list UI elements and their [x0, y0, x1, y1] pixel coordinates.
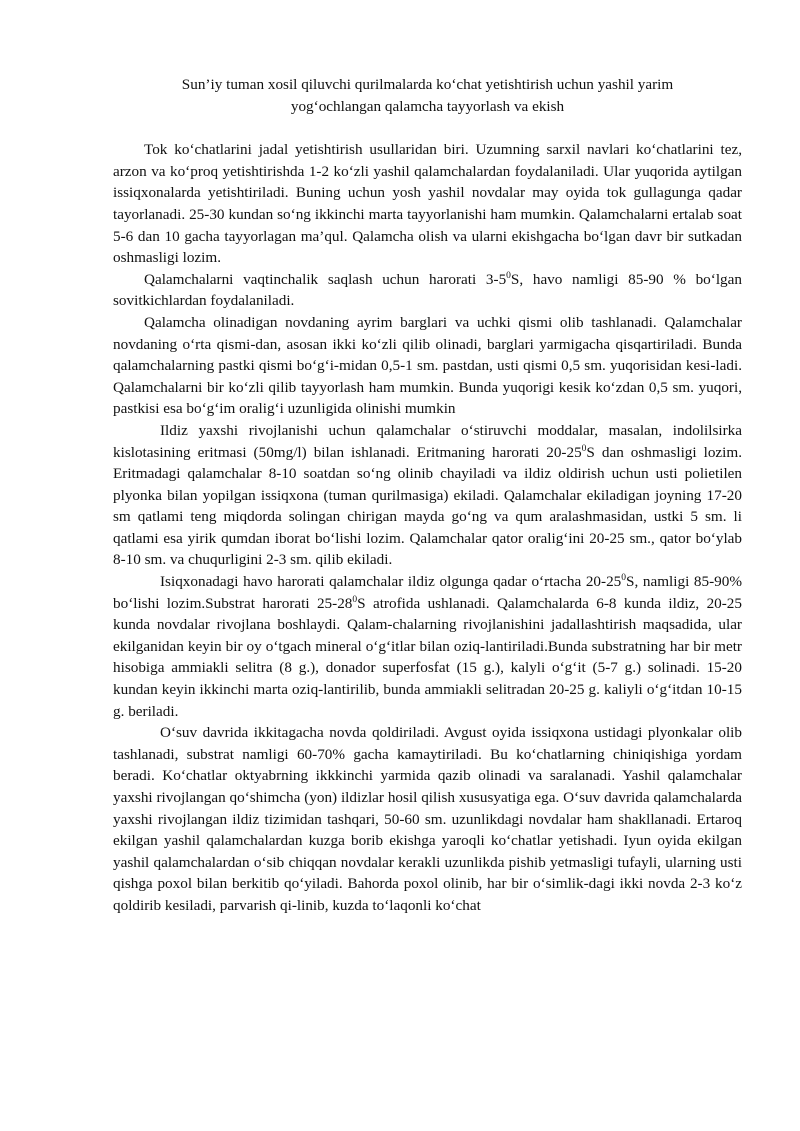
paragraph-4-text-b: S dan oshmasligi lozim. Eritmadagi qalamchalar 8-10 soatdan so‘ng olinib chayiladi va ildiz oldirish uchun usti polietilen plyonka bilan yopilgan issiqxona (tuman qurilmasiga) ekiladi. Qalamchalar ekiladigan joyning 17-20 sm qatlami teng miqdorda solingan chirigan mayda go‘ng va qum aralashmasidan, ustki 5 sm. li qatlami esa yirik qumdan iborat bo‘lishi lozim. Qalamchalar qator oralig‘ini 20-25 sm., qator bo‘ylab 8-10 sm. va chuqurligini 2-3 sm. qilib ekiladi.: [113, 443, 742, 569]
degree-superscript: 0: [621, 573, 627, 583]
paragraph-3: Qalamcha olinadigan novdaning ayrim barglari va uchki qismi olib tashlanadi. Qalamchalar novdaning o‘rta qismi-dan, asosan ikki ko‘zli qilib olinadi, barglari yarmigacha qisqartiriladi. Bunda qalamchalarning pastki qismi bo‘g‘i-midan 0,5-1 sm. pastdan, usti qismi 0,5 sm. yuqorisidan kesi-ladi. Qalamchalarni bir ko‘zli qilib tayyorlash ham mumkin. Bunda yuqorigi kesik ko‘zdan 0,5 sm. yuqori, pastkisi esa bo‘g‘im oralig‘i uzunligida olinishi mumkin: [113, 313, 742, 418]
document-page: [113, 74, 742, 917]
paragraph-5-text-b: S, namligi 85-90% bo‘lishi lozim.Substrat harorati 25-28: [113, 573, 742, 612]
paragraph-4-text-a: Ildiz yaxshi rivojlanishi uchun qalamchalar o‘stiruvchi moddalar, masalan, indolilsirka kislotasining eritmasi (50mg/l) bilan ishlanadi. Eritmaning harorati 20-25: [113, 421, 742, 461]
paragraph-5: [113, 571, 742, 722]
degree-superscript: 0: [506, 270, 511, 281]
paragraph-5-text-c: S atrofida ushlanadi. Qalamchalarda 6-8 kunda ildiz, 20-25 kunda novdalar rivojlana boshlaydi. Qalam-chalarning rivojlanishini jadallashtirish maqsadida, ular ekilganidan keyin bir oy o‘tgach mineral o‘g‘itlar bilan oziq-lantiriladi.Bunda substratning har bir metr hisobiga ammiakli selitra (8 g.), donador superfosfat (15 g.), kalyli o‘g‘it (5-7 g.) solinadi. 15-20 kundan keyin ikkinchi marta oziq-lantirilib, bunda ammiakli selitradan 20-25 g. kaliyli o‘g‘itdan 10-15 g. beriladi.: [113, 594, 742, 720]
document-title: [113, 74, 742, 117]
paragraph-2: [113, 269, 742, 312]
degree-superscript: 0: [581, 443, 587, 454]
paragraph-4: [113, 420, 742, 571]
paragraph-1: Tok ko‘chatlarini jadal yetishtirish usullaridan biri. Uzumning sarxil navlari ko‘chatlarini tez, arzon va ko‘proq yetishtirishda 1-2 ko‘zli yashil qalamchalardan foydalaniladi. Ular yuqorida aytilgan issiqxonalarda yetishtiriladi. Buning uchun yosh yashil novdalar may oyida tok gullagunga qadar tayorlanadi. 25-30 kundan so‘ng ikkinchi marta tayyorlanishi ham mumkin. Qalamchalarni ertalab soat 5-6 dan 10 gacha tayyorlagan ma’qul. Qalamcha olish va ularni ekishgacha bo‘lgan davr bir sutkadan oshmasligi lozim.: [113, 141, 742, 267]
title-line-1: Sun’iy tuman xosil qiluvchi qurilmalarda ko‘chat yetishtirish uchun yashil yarim: [181, 76, 674, 93]
paragraph-5-text-a: Isiqxonadagi havo harorati qalamchalar ildiz olgunga qadar o‘rtacha 20-25: [160, 573, 622, 591]
paragraph-2-text-b: S, havo namligi 85-90 % bo‘lgan sovitkichlardan foydalaniladi.: [113, 270, 742, 310]
degree-superscript: 0: [352, 594, 358, 605]
title-line-2: yog‘ochlangan qalamcha tayyorlash va ekish: [290, 97, 565, 115]
paragraph-6: O‘suv davrida ikkitagacha novda qoldiriladi. Avgust oyida issiqxona ustidagi plyonkalar olib tashlanadi, substrat namligi 60-70% gacha kamaytiriladi. Bu ko‘chatlarning chiniqishiga yordam beradi. Ko‘chatlar oktyabrning ikkkinchi yarmida qazib olinadi va saralanadi. Yashil qalamchalar yaxshi rivojlangan qo‘shimcha (yon) ildizlar hosil qilish xususyatiga ega. O‘suv davrida qalamchalarda yaxshi rivojlangan ildiz tizimidan tashqari, 50-60 sm. uzunlikdagi novdalar ham shakllanadi. Ertaroq ekilgan yashil qalamchalardan kuzga borib ekishga yaroqli ko‘chatlar yetishadi. Iyun oyida ekilgan yashil qalamchalardan o‘sib chiqqan novdalar kerakli uzunlikda pishib yetmasligi tufayli, ularning usti qishga poxol bilan berkitib qo‘yiladi. Bahorda poxol olinib, har bir o‘simlik-dagi ikki novda 2-3 ko‘z qoldirib kesiladi, parvarish qi-linib, kuzda to‘laqonli ko‘chat: [113, 724, 742, 914]
paragraph-2-text-a: Qalamchalarni vaqtinchalik saqlash uchun harorati 3-5: [144, 270, 507, 288]
